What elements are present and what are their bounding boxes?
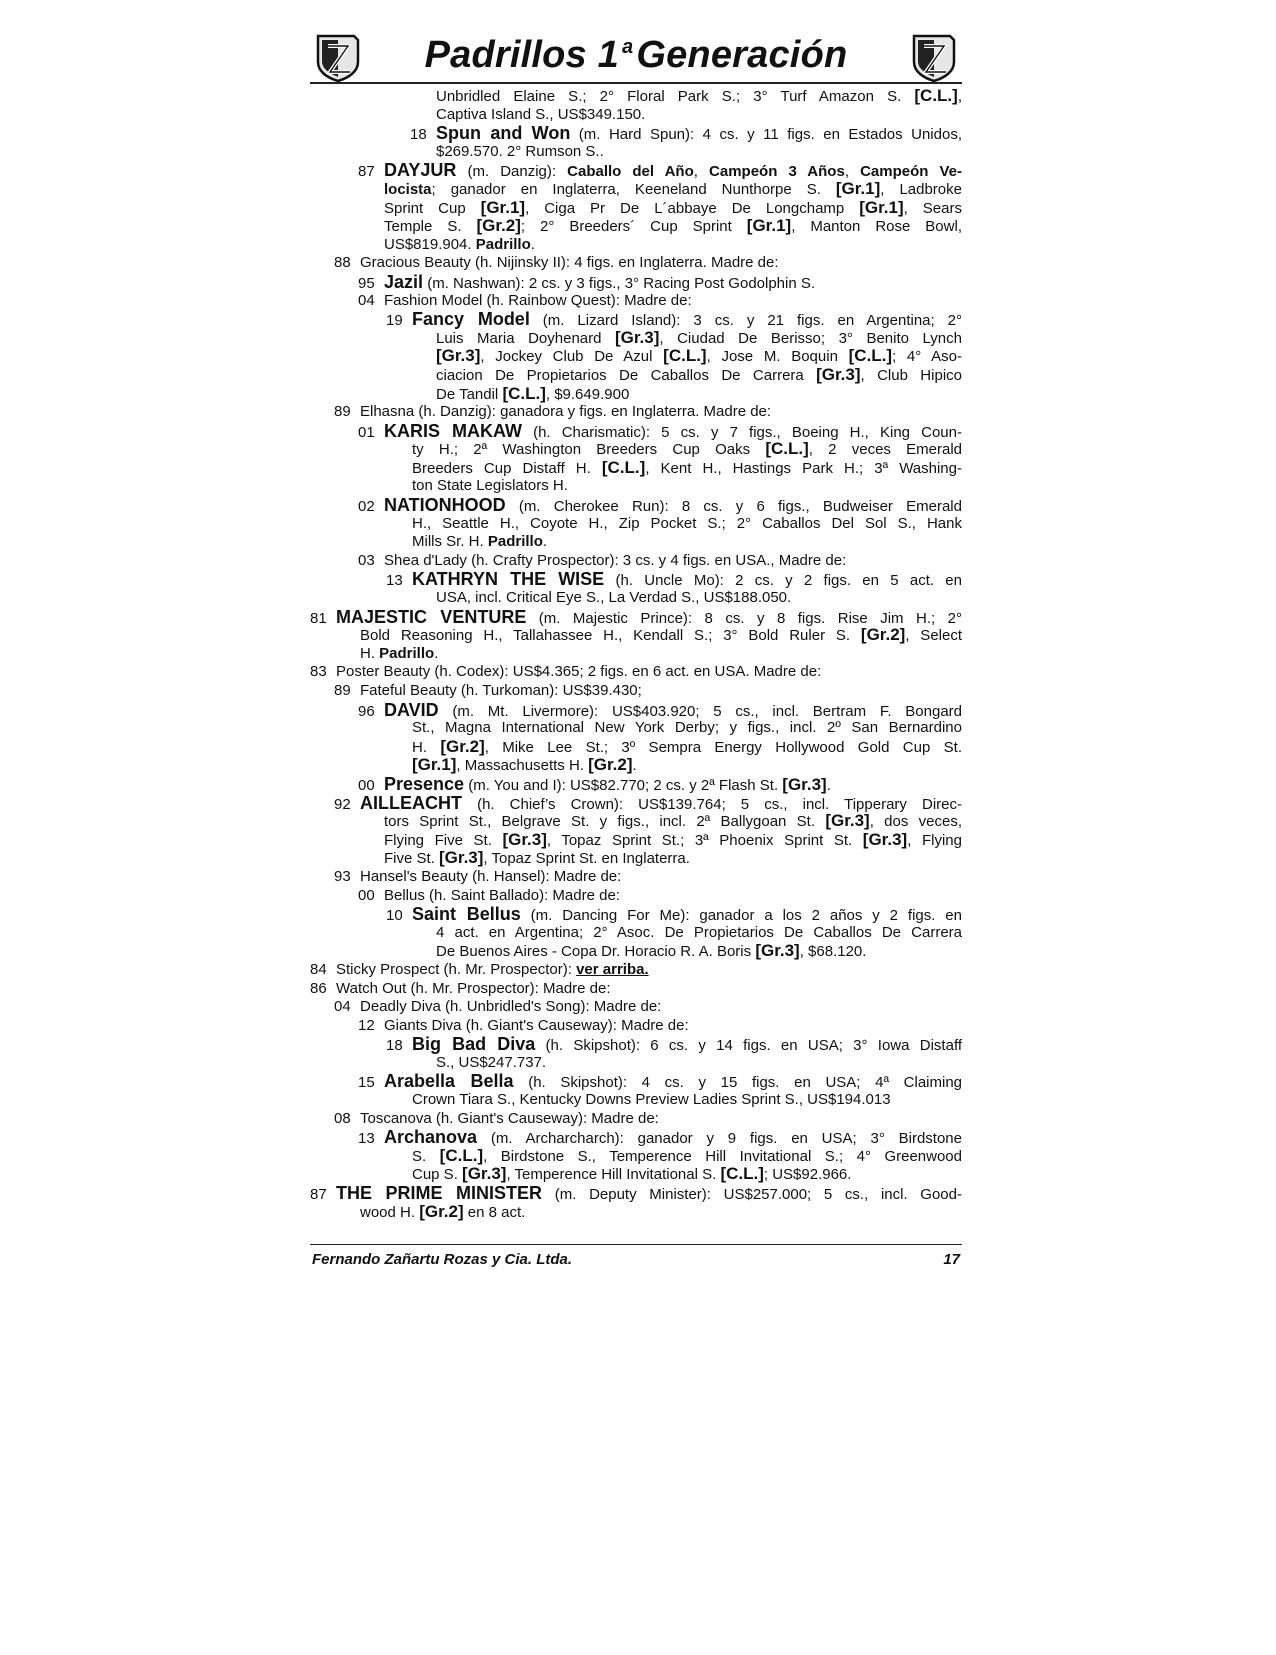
- text-segment: Breeders Cup Distaff H.: [412, 459, 602, 477]
- text-line: [310, 180, 962, 199]
- horse-name: Arabella Bella: [384, 1071, 514, 1092]
- text-segment: S., US$247.737.: [436, 1053, 547, 1071]
- text-line: [310, 831, 962, 850]
- year-label: 89: [334, 403, 351, 421]
- text-segment: , Select: [905, 627, 962, 645]
- text-segment: Poster Beauty (h. Codex): US$4.365; 2 figs. en 6 act. en USA. Madre de:: [336, 663, 822, 681]
- text-line: [310, 1184, 962, 1203]
- race-grade: [Gr.2]: [588, 755, 633, 775]
- text-segment: (h. Charismatic): 5 cs. y 7 figs., Boeing H., King Coun-: [521, 423, 962, 441]
- year-label: 95: [358, 274, 375, 292]
- text-segment: Gracious Beauty (h. Nijinsky II): 4 figs. en Inglaterra. Madre de:: [360, 254, 779, 272]
- text-segment: ,: [957, 88, 962, 105]
- race-grade: [Gr.2]: [476, 216, 521, 236]
- text-line: [310, 533, 962, 552]
- horse-name: Big Bad Diva: [412, 1034, 536, 1055]
- horse-name: Saint Bellus: [412, 904, 521, 925]
- race-grade: [C.L.]: [663, 346, 707, 366]
- race-grade: [Gr.3]: [782, 774, 827, 794]
- text-line: [310, 273, 962, 292]
- text-segment: (m. Hard Spun): 4 cs. y 11 figs. en Estados Unidos,: [570, 126, 962, 144]
- year-label: 02: [358, 498, 375, 516]
- year-label: 04: [334, 998, 351, 1016]
- text-line: [310, 663, 962, 682]
- text-line: [310, 868, 962, 887]
- text-segment: Fateful Beauty (h. Turkoman): US$39.430;: [360, 682, 642, 699]
- text-segment: , Massachusetts H.: [456, 757, 589, 775]
- text-line: [310, 385, 962, 404]
- title-award: Padrillo: [379, 644, 435, 662]
- year-label: 08: [334, 1109, 351, 1127]
- text-segment: Cup S.: [412, 1166, 463, 1184]
- text-line: [310, 924, 962, 943]
- race-grade: [Gr.1]: [480, 197, 526, 217]
- text-segment: Watch Out (h. Mr. Prospector): Madre de:: [336, 979, 611, 997]
- title-award: Padrillo: [475, 235, 531, 253]
- text-segment: (m. Danzig):: [456, 163, 568, 181]
- text-line: [310, 756, 962, 775]
- text-segment: S.: [412, 1147, 440, 1165]
- text-segment: ; 2° Breeders´ Cup Sprint: [520, 218, 747, 236]
- text-segment: .: [632, 757, 637, 775]
- text-segment: ; US$92.966.: [763, 1166, 852, 1184]
- title-award: Campeón 3 Años: [709, 163, 845, 181]
- race-grade: [Gr.2]: [440, 736, 485, 756]
- text-segment: (h. Skipshot): 6 cs. y 14 figs. en USA; 3° Iowa Distaff: [535, 1037, 963, 1055]
- race-grade: [Gr.3]: [462, 1164, 507, 1184]
- title-award: locista: [384, 180, 432, 198]
- text-segment: ton State Legislators H.: [412, 477, 568, 495]
- horse-name: KARIS MAKAW: [384, 420, 522, 441]
- text-line: [310, 1054, 962, 1073]
- text-segment: Bellus (h. Saint Ballado): Madre de:: [384, 886, 620, 904]
- horse-name: Fancy Model: [412, 309, 530, 330]
- pedigree-entries: [310, 87, 962, 1221]
- horse-name: NATIONHOOD: [384, 495, 506, 516]
- year-label: 89: [334, 682, 351, 699]
- text-segment: , Ciga Pr De L´abbaye De Longchamp: [525, 199, 860, 217]
- race-grade: [Gr.1]: [859, 197, 904, 217]
- text-line: [310, 682, 962, 701]
- year-label: 04: [358, 291, 375, 309]
- title-award: Caballo del Año: [567, 163, 694, 181]
- text-line: [310, 87, 962, 106]
- text-line: [310, 124, 962, 143]
- text-line: [310, 1128, 962, 1147]
- text-segment: Unbridled Elaine S.; 2° Floral Park S.; 3° Turf Amazon S.: [436, 88, 915, 105]
- text-segment: tors Sprint St., Belgrave St. y figs., incl. 2ª Ballygoan St.: [384, 813, 826, 831]
- document-page: [310, 28, 962, 1221]
- text-segment: Flying Five St.: [384, 831, 503, 849]
- text-segment: Deadly Diva (h. Unbridled's Song): Madre de:: [360, 998, 662, 1016]
- year-label: 81: [310, 609, 327, 627]
- text-segment: , Jockey Club De Azul: [480, 348, 664, 366]
- race-grade: [Gr.3]: [816, 364, 861, 384]
- page-footer: [310, 1244, 962, 1271]
- text-segment: (m. Archarcharch): ganador y 9 figs. en USA; 3° Birdstone: [477, 1130, 962, 1148]
- text-segment: .: [530, 235, 535, 253]
- text-line: [310, 905, 962, 924]
- text-line: [310, 1072, 962, 1091]
- text-line: [310, 403, 962, 422]
- year-label: 00: [358, 776, 375, 794]
- race-grade: [C.L.]: [914, 86, 958, 105]
- text-line: [310, 812, 962, 831]
- text-segment: (h. Chief’s Crown): US$139.764; 5 cs., incl. Tipperary Direc-: [462, 795, 962, 813]
- text-segment: .: [826, 776, 831, 794]
- text-segment: Luis Maria Doyhenard: [436, 329, 615, 347]
- text-line: [310, 794, 962, 813]
- text-segment: (m. Mt. Livermore): US$403.920; 5 cs., incl. Bertram F. Bongard: [438, 702, 962, 720]
- text-segment: ; 4° Aso-: [892, 348, 962, 366]
- text-line: [310, 887, 962, 906]
- race-grade: [Gr.1]: [412, 755, 457, 775]
- text-segment: H.: [360, 644, 380, 662]
- text-line: [310, 217, 962, 236]
- text-segment: De Tandil: [436, 385, 503, 403]
- race-grade: [C.L.]: [720, 1164, 764, 1184]
- text-segment: Toscanova (h. Giant's Causeway): Madre de:: [360, 1109, 659, 1127]
- horse-name: KATHRYN THE WISE: [412, 569, 605, 590]
- text-segment: Sticky Prospect (h. Mr. Prospector):: [336, 960, 577, 978]
- text-segment: (m. Majestic Prince): 8 cs. y 8 figs. Rise Jim H.; 2°: [526, 609, 962, 627]
- text-line: [310, 1110, 962, 1129]
- year-label: 88: [334, 254, 351, 272]
- race-grade: [Gr.2]: [419, 1201, 464, 1221]
- text-segment: , Ladbroke: [880, 180, 962, 198]
- text-line: [310, 1091, 962, 1110]
- text-line: [310, 645, 962, 664]
- text-segment: Giants Diva (h. Giant's Causeway): Madre de:: [384, 1016, 689, 1034]
- horse-name: Presence: [384, 773, 465, 794]
- text-line: [310, 292, 962, 311]
- year-label: 96: [358, 702, 375, 720]
- text-segment: Elhasna (h. Danzig): ganadora y figs. en Inglaterra. Madre de:: [360, 403, 772, 421]
- text-line: [310, 626, 962, 645]
- horse-name: Spun and Won: [436, 123, 571, 144]
- text-segment: Shea d'Lady (h. Crafty Prospector): 3 cs. y 4 figs. en USA., Madre de:: [384, 551, 847, 569]
- year-label: 87: [310, 1186, 327, 1204]
- horse-name: THE PRIME MINISTER: [336, 1183, 543, 1204]
- text-segment: (m. Nashwan): 2 cs. y 3 figs., 3° Racing Post Godolphin S.: [423, 274, 816, 292]
- text-segment: H.: [412, 738, 441, 756]
- text-segment: , Topaz Sprint St. en Inglaterra.: [483, 850, 690, 868]
- race-grade: [C.L.]: [848, 346, 893, 366]
- text-segment: , Jose M. Boquin: [706, 348, 849, 366]
- text-line: [310, 980, 962, 999]
- page-header: [310, 28, 962, 84]
- race-grade: [Gr.3]: [502, 829, 547, 849]
- text-line: [310, 161, 962, 180]
- race-grade: [Gr.3]: [755, 941, 800, 961]
- text-segment: Bold Reasoning H., Tallahassee H., Kendall S.; 3° Bold Ruler S.: [360, 627, 861, 645]
- text-segment: (m. Cherokee Run): 8 cs. y 6 figs., Budweiser Emerald: [505, 498, 962, 516]
- text-segment: , Manton Rose Bowl,: [791, 218, 962, 236]
- horse-name: MAJESTIC VENTURE: [336, 606, 527, 627]
- horse-name: DAVID: [384, 699, 439, 720]
- text-line: [310, 347, 962, 366]
- race-grade: [Gr.1]: [835, 178, 881, 198]
- year-label: 19: [386, 312, 403, 330]
- text-segment: ty H.; 2ª Washington Breeders Cup Oaks: [412, 441, 766, 459]
- text-segment: , Flying: [907, 831, 962, 849]
- text-segment: De Buenos Aires - Copa Dr. Horacio R. A. Boris: [436, 943, 756, 961]
- race-grade: [C.L.]: [502, 383, 546, 403]
- year-label: 15: [358, 1074, 375, 1092]
- text-segment: , dos veces,: [869, 813, 962, 831]
- title-award: Padrillo: [487, 533, 543, 551]
- year-label: 01: [358, 423, 375, 441]
- text-line: [310, 143, 962, 162]
- text-line: [310, 1165, 962, 1184]
- year-label: 87: [358, 163, 375, 181]
- text-segment: St., Magna International New York Derby; y figs., incl. 2º San Bernardino: [412, 719, 962, 737]
- text-line: [310, 608, 962, 627]
- text-segment: , Mike Lee St.; 3º Sempra Energy Hollywood Gold Cup St.: [484, 738, 962, 756]
- text-segment: Five St.: [384, 850, 440, 868]
- year-label: 13: [358, 1130, 375, 1148]
- cross-reference: ver arriba.: [576, 960, 649, 978]
- year-label: 83: [310, 663, 327, 681]
- text-line: [310, 496, 962, 515]
- race-grade: [Gr.1]: [746, 216, 792, 236]
- race-grade: [Gr.2]: [860, 625, 906, 645]
- text-line: [310, 199, 962, 218]
- text-segment: ; ganador en Inglaterra, Keeneland Nunthorpe S.: [431, 180, 836, 198]
- race-grade: [Gr.3]: [615, 327, 660, 347]
- text-segment: , Birdstone S., Temperence Hill Invitational S.; 4° Greenwood: [483, 1147, 962, 1165]
- text-segment: ciacion De Propietarios De Caballos De Carrera: [436, 366, 817, 384]
- horse-name: AILLEACHT: [360, 792, 462, 813]
- text-line: [310, 254, 962, 273]
- text-segment: (m. Deputy Minister): US$257.000; 5 cs., incl. Good-: [542, 1186, 962, 1204]
- text-segment: , Sears: [903, 199, 962, 217]
- text-segment: US$819.904.: [384, 235, 476, 253]
- page-number: 17: [943, 1251, 960, 1268]
- year-label: 18: [386, 1037, 403, 1055]
- text-line: [310, 329, 962, 348]
- text-line: [310, 552, 962, 571]
- text-segment: (m. You and I): US$82.770; 2 cs. y 2ª Flash St.: [464, 776, 783, 794]
- text-line: [310, 1035, 962, 1054]
- text-segment: , Temperence Hill Invitational S.: [506, 1166, 721, 1184]
- text-line: [310, 701, 962, 720]
- page-title: Padrillos 1 $^a$Generación: [424, 34, 848, 76]
- text-line: [310, 942, 962, 961]
- text-line: [310, 440, 962, 459]
- text-segment: , Club Hipico: [860, 366, 962, 384]
- year-label: 84: [310, 960, 327, 978]
- year-label: 00: [358, 886, 375, 904]
- text-segment: ,: [693, 163, 710, 181]
- horse-name: Jazil: [384, 271, 424, 292]
- year-label: 10: [386, 907, 403, 925]
- race-grade: [C.L.]: [439, 1145, 484, 1165]
- year-label: 93: [334, 867, 351, 885]
- text-segment: Mills Sr. H.: [412, 533, 488, 551]
- text-segment: Fashion Model (h. Rainbow Quest): Madre de:: [384, 291, 692, 309]
- text-line: [310, 459, 962, 478]
- year-label: 12: [358, 1016, 375, 1034]
- text-segment: , Kent H., Hastings Park H.; 3ª Washing-: [645, 459, 962, 477]
- race-grade: [Gr.3]: [825, 811, 870, 831]
- text-line: [310, 570, 962, 589]
- text-segment: (h. Skipshot): 4 cs. y 15 figs. en USA; 4ª Claiming: [513, 1074, 963, 1092]
- race-grade: [Gr.3]: [862, 829, 908, 849]
- text-segment: Temple S.: [384, 218, 477, 236]
- footer-company: Fernando Zañartu Rozas y Cia. Ltda.: [312, 1251, 573, 1268]
- text-segment: (m. Dancing For Me): ganador a los 2 años y 2 figs. en: [520, 907, 962, 925]
- text-line: [310, 961, 962, 980]
- text-line: [310, 366, 962, 385]
- year-label: 92: [334, 795, 351, 813]
- text-segment: .: [434, 644, 439, 662]
- horse-name: DAYJUR: [384, 160, 457, 181]
- text-segment: , $68.120.: [799, 943, 867, 961]
- text-line: [310, 106, 962, 125]
- race-grade: [Gr.3]: [439, 848, 484, 868]
- text-segment: Crown Tiara S., Kentucky Downs Preview Ladies Sprint S., US$194.013: [412, 1091, 891, 1109]
- zr-logo-icon: [910, 32, 958, 82]
- race-grade: [C.L.]: [601, 457, 646, 477]
- text-line: [310, 422, 962, 441]
- horse-name: Archanova: [384, 1127, 478, 1148]
- text-line: [310, 310, 962, 329]
- year-label: 03: [358, 551, 375, 569]
- text-line: [310, 738, 962, 757]
- text-segment: $269.570. 2° Rumson S..: [436, 142, 604, 160]
- text-segment: Hansel's Beauty (h. Hansel): Madre de:: [360, 867, 622, 885]
- text-segment: .: [542, 533, 548, 551]
- text-segment: en 8 act.: [463, 1203, 526, 1221]
- text-line: [310, 515, 962, 534]
- text-segment: (h. Uncle Mo): 2 cs. y 2 figs. en 5 act. en: [604, 572, 962, 590]
- text-segment: H., Seattle H., Coyote H., Zip Pocket S.; 2° Caballos Del Sol S., Hank: [412, 514, 962, 532]
- title-award: Campeón Ve-: [860, 163, 962, 181]
- text-segment: (m. Lizard Island): 3 cs. y 21 figs. en Argentina; 2°: [529, 312, 962, 330]
- text-segment: Sprint Cup: [384, 199, 481, 217]
- text-line: [310, 849, 962, 868]
- text-line: [310, 1203, 962, 1222]
- race-grade: [C.L.]: [765, 439, 809, 459]
- text-line: [310, 998, 962, 1017]
- text-line: [310, 236, 962, 255]
- text-segment: , 2 veces Emerald: [808, 441, 962, 459]
- year-label: 18: [410, 126, 427, 144]
- text-segment: Captiva Island S., US$349.150.: [436, 105, 646, 123]
- year-label: 13: [386, 572, 403, 590]
- text-line: [310, 775, 962, 794]
- text-segment: , $9.649.900: [545, 385, 630, 403]
- text-segment: ,: [844, 163, 861, 181]
- race-grade: [Gr.3]: [436, 346, 481, 366]
- text-segment: wood H.: [360, 1203, 420, 1221]
- text-segment: 4 act. en Argentina; 2° Asoc. De Propietarios De Caballos De Carrera: [436, 923, 962, 941]
- year-label: 86: [310, 979, 327, 997]
- text-segment: USA, incl. Critical Eye S., La Verdad S., US$188.050.: [436, 589, 792, 607]
- text-line: [310, 477, 962, 496]
- text-segment: , Topaz Sprint St.; 3ª Phoenix Sprint St.: [546, 831, 863, 849]
- text-segment: , Ciudad De Berisso; 3° Benito Lynch: [659, 329, 962, 347]
- text-line: [310, 1147, 962, 1166]
- text-line: [310, 1017, 962, 1036]
- text-line: [310, 589, 962, 608]
- text-line: [310, 719, 962, 738]
